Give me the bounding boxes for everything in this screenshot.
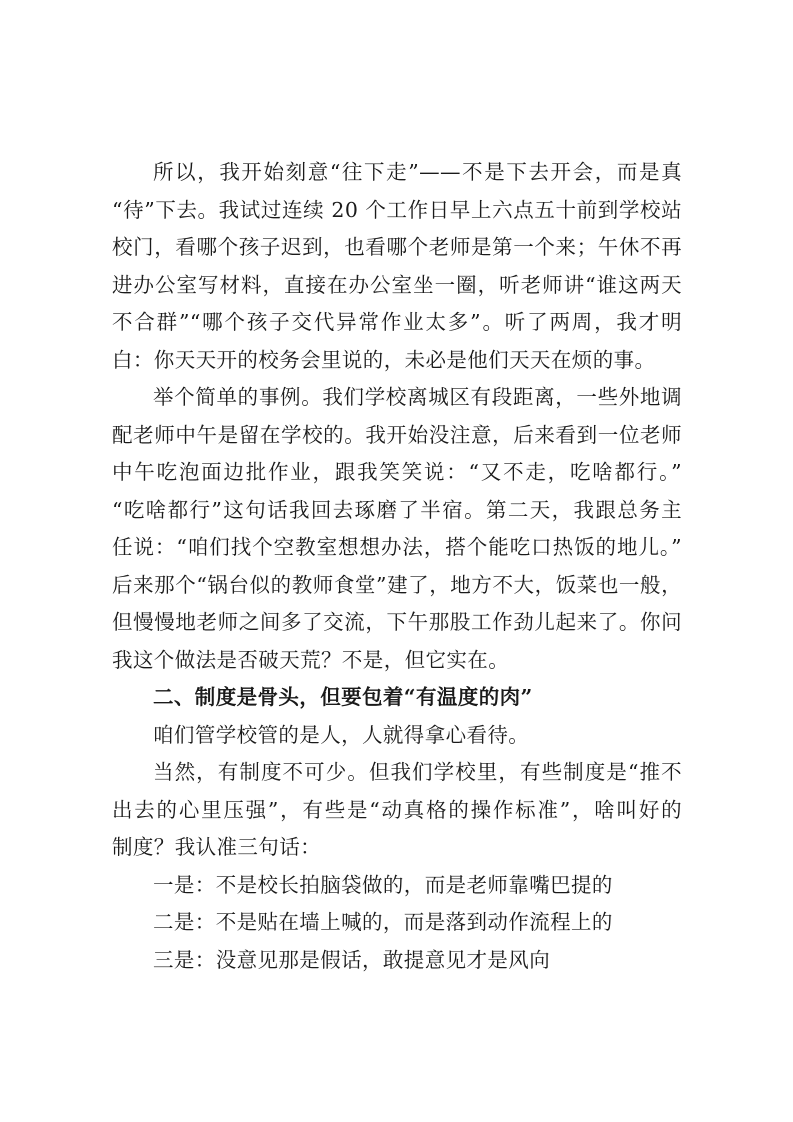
text-line: 白：你天天开的校务会里说的，未必是他们天天在烦的事。	[112, 347, 656, 372]
text-line: 咱们管学校管的是人，人就得拿心看待。	[153, 722, 530, 747]
paragraph	[112, 379, 682, 679]
document-body	[112, 154, 682, 979]
paragraph	[112, 154, 682, 379]
text-line: 中午吃泡面边批作业，跟我笑笑说：“又不走，吃啥都行。”	[112, 460, 682, 484]
text-line: 出去的心里压强”，有些是“动真格的操作标准”，啥叫好的	[112, 797, 682, 822]
text-line: 当然，有制度不可少。但我们学校里，有些制度是“推不	[153, 760, 682, 784]
text-line: 校门，看哪个孩子迟到，也看哪个老师是第一个来；午休不再	[112, 235, 682, 259]
text-line: 制度？我认准三句话：	[112, 835, 321, 859]
text-line: 但慢慢地老师之间多了交流，下午那股工作劲儿起来了。你问	[112, 610, 682, 634]
text-line: 举个简单的事例。我们学校离城区有段距离，一些外地调	[153, 385, 682, 409]
paragraph	[112, 867, 682, 905]
text-line: “待”下去。我试过连续 20 个工作日早上六点五十前到学校站	[112, 197, 682, 222]
text-line: 任说：“咱们找个空教室想想办法，搭个能吃口热饭的地儿。”	[112, 535, 682, 559]
text-line: 进办公室写材料，直接在办公室坐一圈，听老师讲“谁这两天	[112, 272, 682, 297]
text-line: 配老师中午是留在学校的。我开始没注意，后来看到一位老师	[112, 422, 682, 447]
text-line: 二、制度是骨头，但要包着“有温度的肉”	[153, 685, 533, 709]
text-line: 三是：没意见那是假话，敢提意见才是风向	[153, 947, 551, 972]
text-line: 二是：不是贴在墙上喊的，而是落到动作流程上的	[153, 910, 613, 934]
paragraph	[112, 904, 682, 942]
text-line: 后来那个“锅台似的教师食堂”建了，地方不大，饭菜也一般，	[112, 572, 682, 597]
section-heading	[112, 679, 682, 717]
paragraph	[112, 942, 682, 980]
paragraph	[112, 717, 682, 755]
text-line: “吃啥都行”这句话我回去琢磨了半宿。第二天，我跟总务主	[112, 497, 682, 522]
paragraph	[112, 754, 682, 867]
text-line: 我这个做法是否破天荒？不是，但它实在。	[112, 647, 510, 672]
text-line: 所以，我开始刻意“往下走”——不是下去开会，而是真	[153, 160, 682, 184]
text-line: 一是：不是校长拍脑袋做的，而是老师靠嘴巴提的	[153, 872, 613, 897]
text-line: 不合群”“哪个孩子交代异常作业太多”。听了两周，我才明	[112, 310, 682, 334]
